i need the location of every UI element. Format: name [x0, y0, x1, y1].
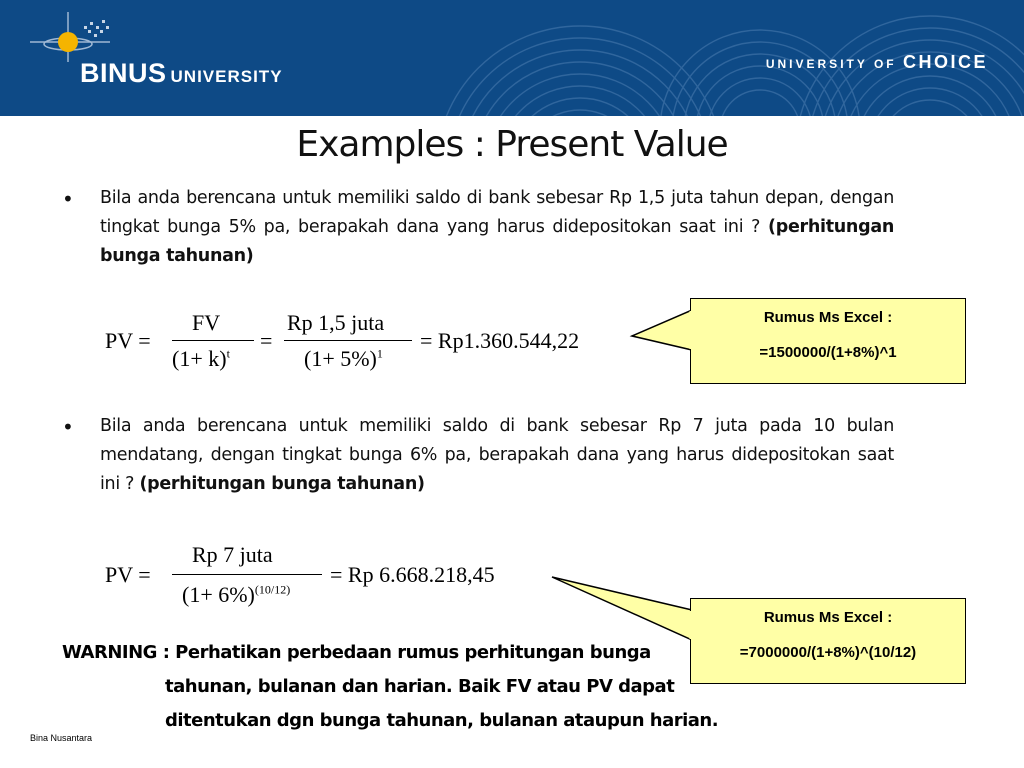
formula2-fraction-bar: [172, 574, 322, 575]
formula1-fraction-bar-1: [172, 340, 254, 341]
warning-line-3: ditentukan dgn bunga tahunan, bulanan ataupun harian.: [165, 710, 719, 731]
warning-line-1: WARNING : Perhatikan perbedaan rumus perhitungan bunga: [62, 642, 651, 663]
excel-1-title: Rumus Ms Excel :: [763, 309, 893, 326]
excel-2-title: Rumus Ms Excel :: [763, 609, 893, 626]
formula2-den-exp: (10/12): [254, 582, 291, 597]
bullet-2-bold: (perhitungan bunga tahunan): [139, 474, 425, 494]
formula1-lhs: PV =: [105, 328, 151, 353]
formula1-den1-group: [172, 346, 230, 372]
formula2-lhs: PV =: [105, 562, 151, 587]
warning-line-2: tahunan, bulanan dan harian. Baik FV atau PV dapat: [165, 676, 675, 697]
formula1-fraction-bar-2: [284, 340, 412, 341]
bullet-icon: •: [62, 187, 74, 211]
tagline: [766, 52, 988, 73]
bullet-1-bold: (perhitungan bunga tahunan): [100, 217, 894, 266]
header-banner: [0, 0, 1024, 116]
excel-2-formula: =7000000/(1+8%)^(10/12): [739, 644, 917, 661]
warning-note: [62, 636, 718, 738]
formula1-den2-group: [304, 346, 383, 372]
bullet-1-body: Bila anda berencana untuk memiliki saldo di bank sebesar Rp 1,5 juta tahun depan, dengan tingkat bunga 5% pa, berapakah dana yang harus didepositokan saat ini ?: [100, 188, 894, 237]
tagline-prefix: UNIVERSITY OF: [765, 57, 897, 71]
formula1-num2: Rp 1,5 juta: [287, 310, 385, 335]
formula1-den1: (1+ k): [172, 346, 227, 371]
brand-name: BINUS: [80, 58, 167, 88]
bullet-2-text: [100, 412, 894, 499]
slide-title: Examples : Present Value: [296, 124, 728, 165]
bullet-1-text: [100, 184, 894, 271]
formula1-den1-exp: t: [226, 346, 230, 361]
brand-logo-text: [80, 58, 283, 89]
bullet-icon: •: [62, 415, 74, 439]
formula2-num: Rp 7 juta: [192, 542, 273, 567]
brand-sub: UNIVERSITY: [170, 67, 283, 86]
footer-text: Bina Nusantara: [30, 733, 93, 743]
formula2-result: = Rp 6.668.218,45: [330, 562, 495, 587]
bullet-2-body: Bila anda berencana untuk memiliki saldo di bank sebesar Rp 7 juta pada 10 bulan mendatang, dengan tingkat bunga 6% pa, berapakah dana yang harus didepositokan saat ini ?: [100, 416, 894, 494]
formula1-result: = Rp1.360.544,22: [420, 328, 580, 353]
formula2-den-group: [182, 582, 290, 608]
excel-1-formula: =1500000/(1+8%)^1: [759, 344, 897, 361]
tagline-choice: CHOICE: [902, 52, 988, 72]
excel-callout-1: [690, 298, 966, 384]
formula2-den: (1+ 6%): [182, 582, 255, 607]
formula1-eq: =: [260, 328, 273, 353]
formula1-den2: (1+ 5%): [304, 346, 377, 371]
binus-logo-icon: [30, 12, 120, 62]
formula1-den2-exp: 1: [376, 346, 383, 361]
excel-callout-2: [690, 598, 966, 684]
formula1-num1: FV: [192, 310, 221, 335]
